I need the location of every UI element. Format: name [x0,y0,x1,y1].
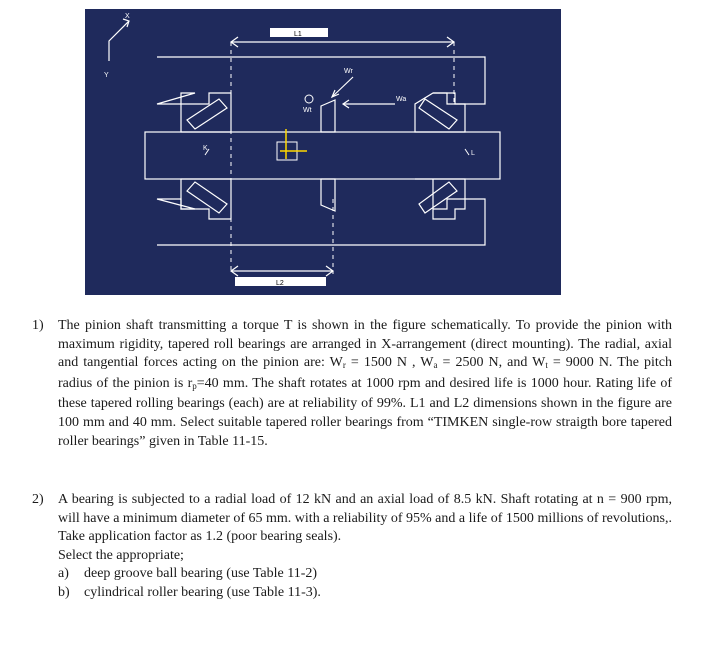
question-1-number: 1) [32,318,44,333]
question-2-number: 2) [32,492,44,507]
k-label: K [203,145,208,152]
l2-label: L2 [276,280,284,287]
x-axis-label: X [125,13,130,20]
wr-label: Wr [344,68,353,75]
y-axis-label: Y [104,72,109,79]
question-2-select: Select the appropriate; [58,547,184,563]
option-b: b) cylindrical roller bearing (use Table 11-3). [58,584,321,600]
question-1-text: The pinion shaft transmitting a torque T is shown in the figure schematically. To provide the pinion with maximum rigidity, tapered roll bearings are arranged in X-arrangement (direct mounting). The radial, axial and tangential forces acting on the pinion are: $W_r = 1500$ N , $W_a = 2500$ N, and $W_t = 9000$ N. The pitch radius of the pinion is $r_p=40$ mm. The shaft rotates at 1000 rpm and desired life is 1000 hour. Rating life of these tapered rolling bearings (each) are at reliability of 99%. L1 and L2 dimensions shown in the figure are 100 mm and 40 mm. Select suitable tapered roller bearings from “TIMKEN single-row straigth bore tapered roller bearings” given in Table 11-15. [58,318,672,449]
wa-label: Wa [396,96,407,103]
bearing-arrangement-figure [85,9,561,295]
l1-label: L1 [294,31,302,38]
question-1 [32,317,672,451]
option-a: a) deep groove ball bearing (use Table 11-2) [58,566,318,582]
wt-label: Wt [303,107,312,114]
question-2 [32,491,672,603]
l-label: L [471,150,475,157]
question-2-text: A bearing is subjected to a radial load of 12 kN and an axial load of 8.5 kN. Shaft rotating at n = 900 rpm, will have a minimum diameter of 65 mm. with a reliability of 95% and a life of 1500 millions of revolutions,. Take application factor as 1.2 (poor bearing seals). [58,492,672,545]
